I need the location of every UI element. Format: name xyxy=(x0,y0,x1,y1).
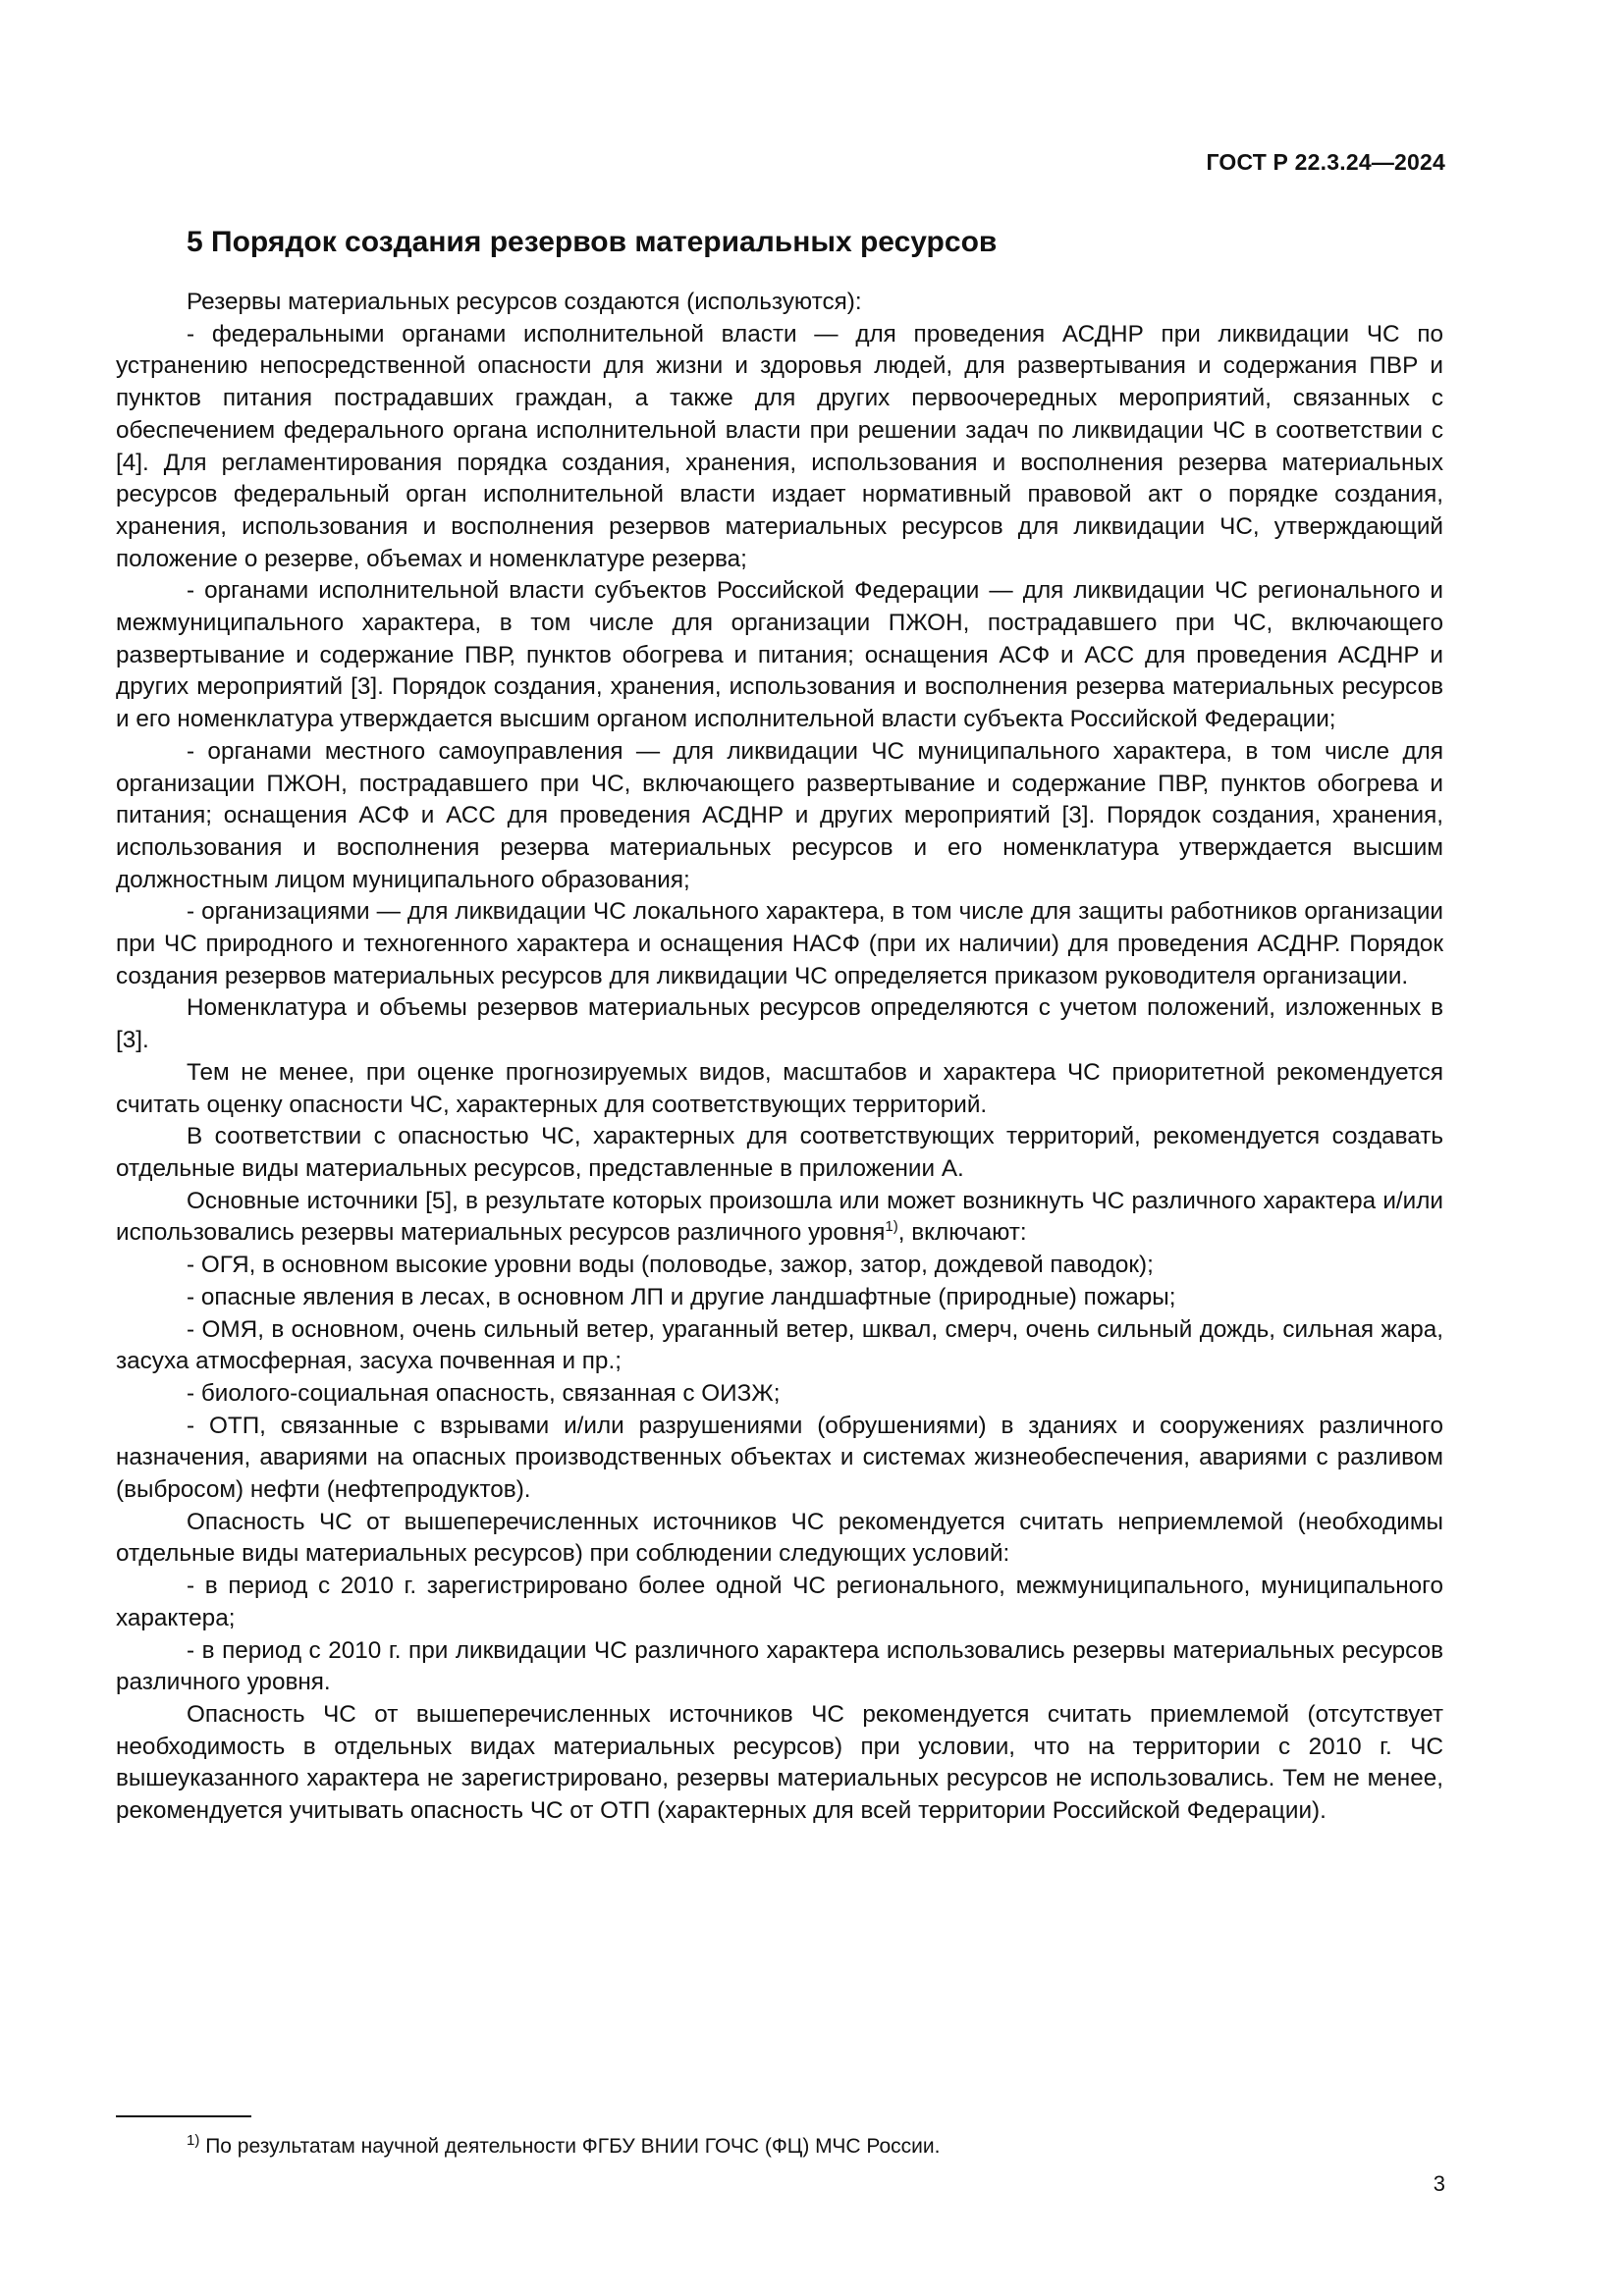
body-paragraph: Номенклатура и объемы резервов материальных ресурсов определяются с учетом положений, изложенных в [3]. xyxy=(116,994,1443,1054)
body-paragraph: Опасность ЧС от вышеперечисленных источников ЧС рекомендуется считать неприемлемой (необходимы отдельные виды материальных ресурсов) при соблюдении следующих условий: xyxy=(116,1508,1443,1568)
footnote-text: По результатам научной деятельности ФГБУ ВНИИ ГОЧС (ФЦ) МЧС России. xyxy=(205,2135,941,2158)
body-paragraph: - ОГЯ, в основном высокие уровни воды (половодье, зажор, затор, дождевой паводок); xyxy=(187,1252,1154,1279)
body-paragraph: - опасные явления в лесах, в основном ЛП и другие ландшафтные (природные) пожары; xyxy=(187,1283,1176,1310)
footnote xyxy=(187,2132,940,2162)
footnote-reference[interactable]: 1) xyxy=(885,1218,898,1236)
sources-paragraph xyxy=(116,1186,1443,1250)
sources-text: Основные источники [5], в результате которых произошла или может возникнуть ЧС различного характера и/или использовались резервы материальных ресурсов различного уровня xyxy=(116,1187,1443,1247)
section-body xyxy=(116,287,1443,1828)
body-paragraph: - федеральными органами исполнительной власти — для проведения АСДНР при ликвидации ЧС по устранению непосредственной опасности для жизни и здоровья людей, для развертывания и содержания ПВР и пунктов питания пострадавших граждан, а также для других первоочередных мероприятий, связанных с обеспечением федерального органа исполнительной власти при решении задач по ликвидации ЧС в соответствии с [4]. Для регламентирования порядка создания, хранения, использования и восполнения резерва материальных ресурсов федеральный орган исполнительной власти издает нормативный правовой акт о порядке создания, хранения, использования и восполнения резервов материальных ресурсов для ликвидации ЧС, утверждающий положение о резерве, объемах и номенклатуре резерва; xyxy=(116,320,1443,572)
sources-text-end: , включают: xyxy=(897,1219,1027,1247)
body-paragraph: Опасность ЧС от вышеперечисленных источников ЧС рекомендуется считать приемлемой (отсутствует необходимость в отдельных видах материальных ресурсов) при условии, что на территории с 2010 г. ЧС вышеуказанного характера не зарегистрировано, резервы материальных ресурсов не использовались. Тем не менее, рекомендуется учитывать опасность ЧС от ОТП (характерных для всей территории Российской Федерации). xyxy=(116,1700,1443,1825)
body-paragraph: - органами местного самоуправления — для ликвидации ЧС муниципального характера, в том числе для организации ПЖОН, пострадавшего при ЧС, включающего развертывание и содержание ПВР, пунктов обогрева и питания; оснащения АСФ и АСС для проведения АСДНР и других мероприятий [3]. Порядок создания, хранения, использования и восполнения резерва материальных ресурсов и его номенклатура утверждается высшим должностным лицом муниципального образования; xyxy=(116,737,1443,893)
section-title: 5 Порядок создания резервов материальных ресурсов xyxy=(187,226,998,258)
body-paragraph: - ОМЯ, в основном, очень сильный ветер, ураганный ветер, шквал, смерч, очень сильный дождь, сильная жара, засуха атмосферная, засуха почвенная и пр.; xyxy=(116,1315,1443,1375)
body-paragraph: - в период с 2010 г. зарегистрировано более одной ЧС регионального, межмуниципального, муниципального характера; xyxy=(116,1573,1443,1631)
body-paragraph: - ОТП, связанные с взрывами и/или разрушениями (обрушениями) в зданиях и сооружениях различного назначения, авариями на опасных производственных объектах и системах жизнеобеспечения, авариями с разливом (выбросом) нефти (нефтепродуктов). xyxy=(116,1412,1443,1504)
body-paragraph: Тем не менее, при оценке прогнозируемых видов, масштабов и характера ЧС приоритетной рекомендуется считать оценку опасности ЧС, характерных для соответствующих территорий. xyxy=(116,1058,1443,1118)
body-paragraph: В соответствии с опасностью ЧС, характерных для соответствующих территорий, рекомендуется создавать отдельные виды материальных ресурсов, представленные в приложении А. xyxy=(116,1123,1443,1182)
footnote-divider xyxy=(116,2115,251,2117)
body-paragraph: - в период с 2010 г. при ликвидации ЧС различного характера использовались резервы материальных ресурсов различного уровня. xyxy=(116,1636,1443,1696)
document-code-header: ГОСТ Р 22.3.24—2024 xyxy=(1206,149,1445,175)
body-paragraph: - биолого-социальная опасность, связанная с ОИЗЖ; xyxy=(187,1379,781,1407)
body-paragraph: Резервы материальных ресурсов создаются (используются): xyxy=(187,289,862,315)
page-number: 3 xyxy=(1433,2171,1445,2196)
body-paragraph: - организациями — для ликвидации ЧС локального характера, в том числе для защиты работников организации при ЧС природного и техногенного характера и оснащения НАСФ (при их наличии) для проведения АСДНР. Порядок создания резервов материальных ресурсов для ликвидации ЧС определяется приказом руководителя организации. xyxy=(116,898,1443,989)
body-paragraph: - органами исполнительной власти субъектов Российской Федерации — для ликвидации ЧС регионального и межмуниципального характера, в том числе для организации ПЖОН, пострадавшего при ЧС, включающего развертывание и содержание ПВР, пунктов обогрева и питания; оснащения АСФ и АСС для проведения АСДНР и других мероприятий [3]. Порядок создания, хранения, использования и восполнения резерва материальных ресурсов и его номенклатура утверждается высшим органом исполнительной власти субъекта Российской Федерации; xyxy=(116,577,1443,733)
footnote-mark: 1) xyxy=(187,2132,200,2149)
